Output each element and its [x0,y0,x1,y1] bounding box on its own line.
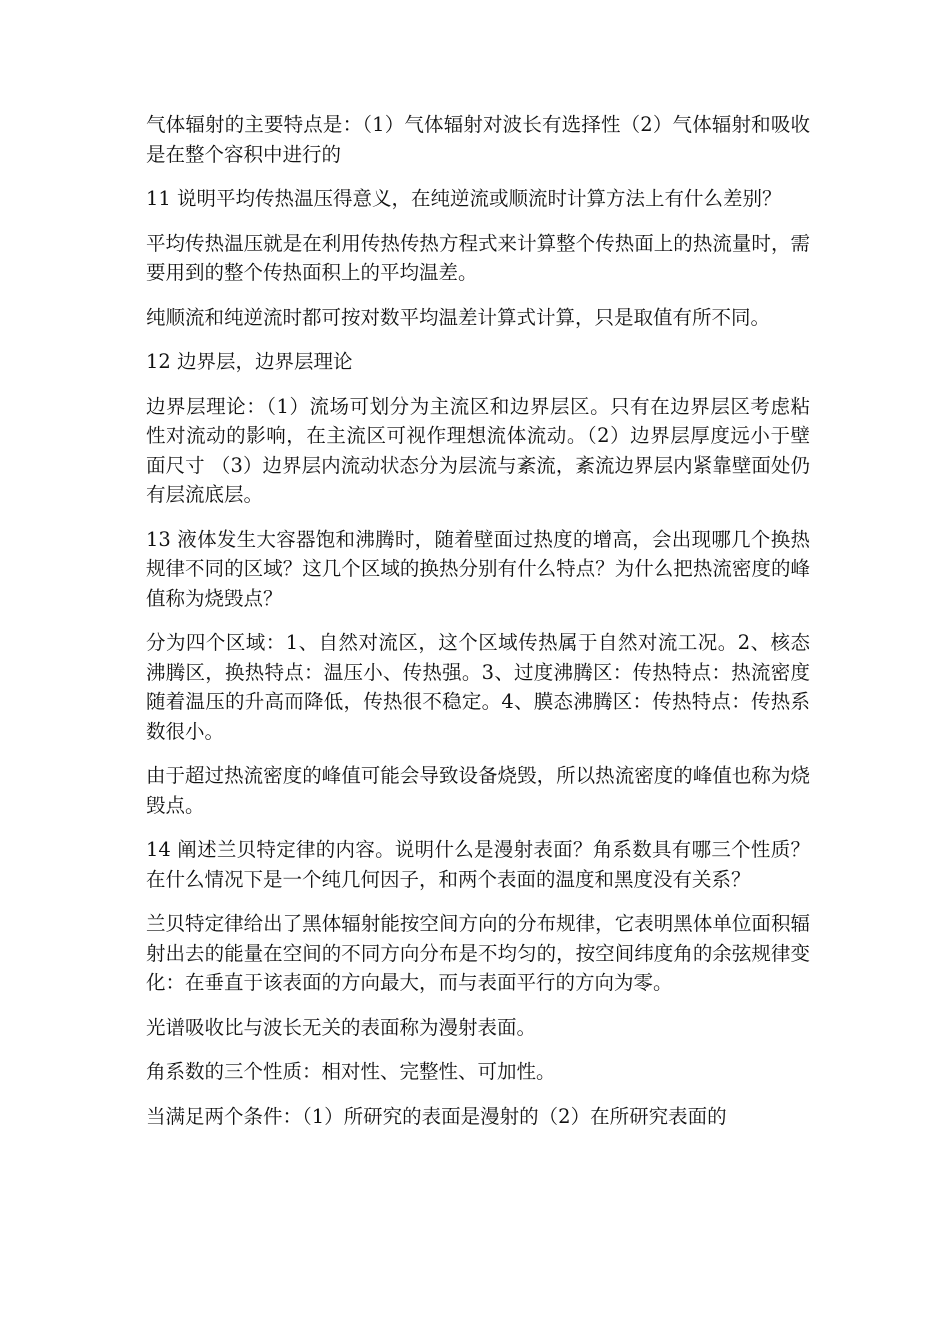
question-11: 11 说明平均传热温压得意义，在纯逆流或顺流时计算方法上有什么差别？ [146,187,782,210]
answer-14-conditions: 当满足两个条件：（1）所研究的表面是漫射的（2）在所研究表面的 [146,1104,727,1128]
paragraph-gas-radiation-answer: 气体辐射的主要特点是：（1）气体辐射对波长有选择性（2）气体辐射和吸收是在整个容积中进行的 [146,113,810,166]
question-13: 13 液体发生大容器饱和沸腾时，随着壁面过热度的增高，会出现哪几个换热规律不同的区域？这几个区域的换热分别有什么特点？为什么把热流密度的峰值称为烧毁点？ [146,527,810,610]
answer-13-part-2: 由于超过热流密度的峰值可能会导致设备烧毁，所以热流密度的峰值也称为烧毁点。 [146,764,810,817]
question-14: 14 阐述兰贝特定律的内容。说明什么是漫射表面？角系数具有哪三个性质？在什么情况下是一个纯几何因子，和两个表面的温度和黑度没有关系？ [146,838,810,891]
answer-14-lambert-law: 兰贝特定律给出了黑体辐射能按空间方向的分布规律，它表明黑体单位面积辐射出去的能量在空间的不同方向分布是不均匀的，按空间纬度角的余弦规律变化：在垂直于该表面的方向最大，而与表面平行的方向为零。 [146,912,810,994]
answer-14-view-factor-properties: 角系数的三个性质：相对性、完整性、可加性。 [146,1060,556,1083]
answer-11-part-1: 平均传热温压就是在利用传热传热方程式来计算整个传热面上的热流量时，需要用到的整个传热面积上的平均温差。 [146,231,810,284]
answer-13-part-1: 分为四个区域：1、自然对流区，这个区域传热属于自然对流工况。2、核态沸腾区，换热特点：温压小、传热强。3、过度沸腾区：传热特点：热流密度随着温压的升高而降低，传热很不稳定。4、膜态沸腾区：传热特点：传热系数很小。 [146,631,810,743]
document-page [146,110,810,1146]
question-12: 12 边界层，边界层理论 [146,350,353,373]
answer-12: 边界层理论：（1）流场可划分为主流区和边界层区。只有在边界层区考虑粘性对流动的影响，在主流区可视作理想流体流动。（2）边界层厚度远小于壁面尺寸 （3）边界层内流动状态分为层流与紊流，紊流边界层内紧靠壁面处仍有层流底层。 [146,394,810,506]
answer-14-diffuse-surface: 光谱吸收比与波长无关的表面称为漫射表面。 [146,1015,537,1039]
answer-11-part-2: 纯顺流和纯逆流时都可按对数平均温差计算式计算，只是取值有所不同。 [146,305,771,329]
